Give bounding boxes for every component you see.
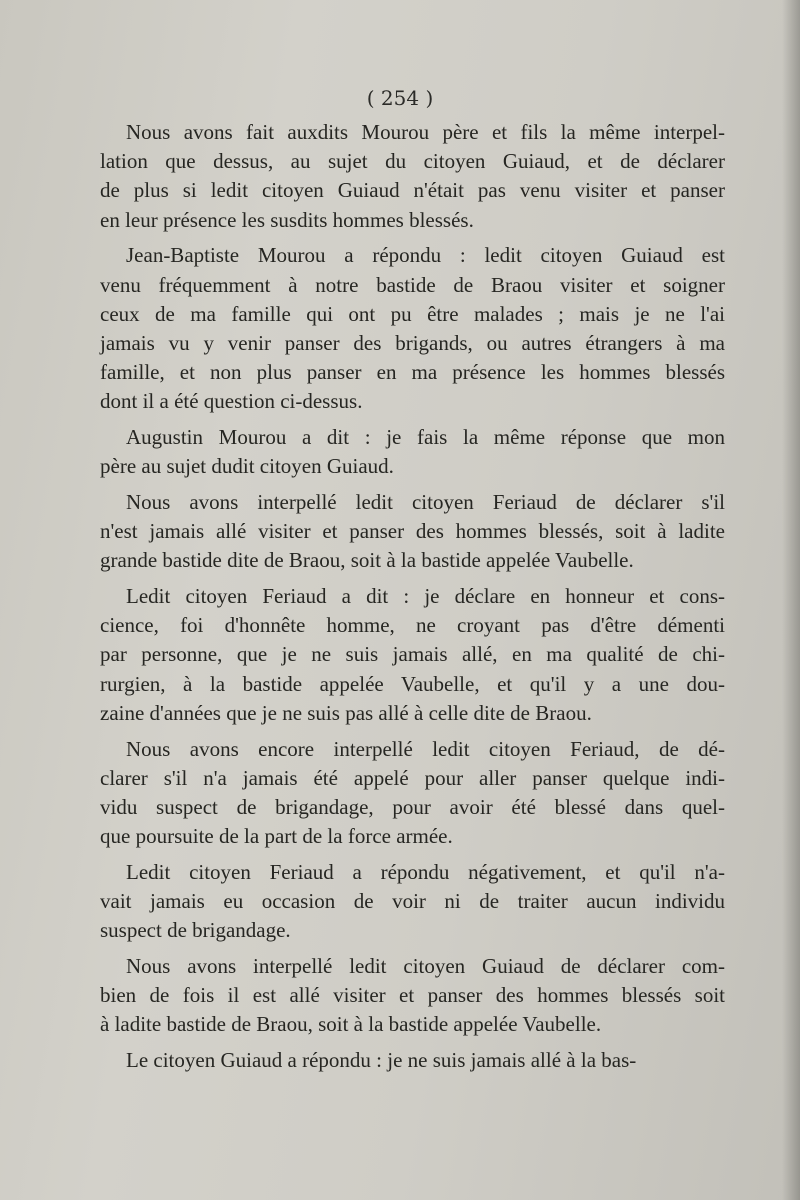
text-line: dont il a été question ci-dessus. — [100, 389, 363, 414]
text-line: rurgien, à la bastide appelée Vaubelle, et qu'il y a une dou- — [100, 671, 725, 696]
text-line: vidu suspect de brigandage, pour avoir été blessé dans quel- — [100, 794, 725, 819]
text-line: Nous avons encore interpellé ledit citoyen Feriaud, de dé- — [126, 736, 725, 761]
paragraph — [100, 241, 725, 416]
text-line: n'est jamais allé visiter et panser des hommes blessés, soit à ladite — [100, 519, 725, 544]
text-line: ceux de ma famille qui ont pu être malades ; mais je ne l'ai — [100, 301, 725, 326]
paragraph — [100, 952, 725, 1040]
paragraph — [100, 1046, 725, 1075]
text-line: Nous avons fait auxdits Mourou père et fils la même interpel- — [126, 120, 725, 144]
text-line: cience, foi d'honnête homme, ne croyant pas d'être démenti — [100, 613, 725, 638]
paragraph — [100, 858, 725, 946]
text-line: par personne, que je ne suis jamais allé, en ma qualité de chi- — [100, 642, 725, 667]
text-line: grande bastide dite de Braou, soit à la bastide appelée Vaubelle. — [100, 548, 634, 573]
text-line: famille, et non plus panser en ma présence les hommes blessés — [100, 360, 725, 385]
page-body-text — [100, 118, 725, 1082]
text-line: Nous avons interpellé ledit citoyen Guiaud de déclarer com- — [126, 953, 725, 978]
text-line: suspect de brigandage. — [100, 918, 291, 943]
text-line: zaine d'années que je ne suis pas allé à celle dite de Braou. — [100, 700, 592, 725]
text-line: que poursuite de la part de la force armée. — [100, 824, 453, 849]
text-line: en leur présence les susdits hommes blessés. — [100, 207, 474, 232]
page-edge-shadow — [782, 0, 800, 1200]
text-line: clarer s'il n'a jamais été appelé pour aller panser quelque indi- — [100, 765, 725, 790]
text-line: lation que dessus, au sujet du citoyen Guiaud, et de déclarer — [100, 149, 725, 174]
text-line: bien de fois il est allé visiter et panser des hommes blessés soit — [100, 983, 725, 1008]
paragraph — [100, 423, 725, 481]
text-line: Nous avons interpellé ledit citoyen Feriaud de déclarer s'il — [126, 489, 725, 514]
text-line: de plus si ledit citoyen Guiaud n'était pas venu visiter et panser — [100, 178, 725, 203]
text-line: vait jamais eu occasion de voir ni de traiter aucun individu — [100, 889, 725, 914]
text-line: jamais vu y venir panser des brigands, ou autres étrangers à ma — [100, 330, 725, 355]
text-line: Augustin Mourou a dit : je fais la même réponse que mon — [126, 425, 725, 450]
text-line: Le citoyen Guiaud a répondu : je ne suis jamais allé à la bas- — [126, 1048, 637, 1073]
paragraph — [100, 488, 725, 576]
text-line: père au sujet dudit citoyen Guiaud. — [100, 454, 394, 479]
paragraph — [100, 735, 725, 852]
text-line: venu fréquemment à notre bastide de Braou visiter et soigner — [100, 272, 725, 297]
text-line: Ledit citoyen Feriaud a dit : je déclare en honneur et cons- — [126, 584, 725, 609]
text-line: Jean-Baptiste Mourou a répondu : ledit citoyen Guiaud est — [126, 243, 725, 268]
text-line: Ledit citoyen Feriaud a répondu négativement, et qu'il n'a- — [126, 859, 725, 884]
text-line: à ladite bastide de Braou, soit à la bastide appelée Vaubelle. — [100, 1012, 602, 1037]
page-number: ( 254 ) — [366, 86, 434, 110]
paragraph — [100, 118, 725, 235]
paragraph — [100, 582, 725, 728]
